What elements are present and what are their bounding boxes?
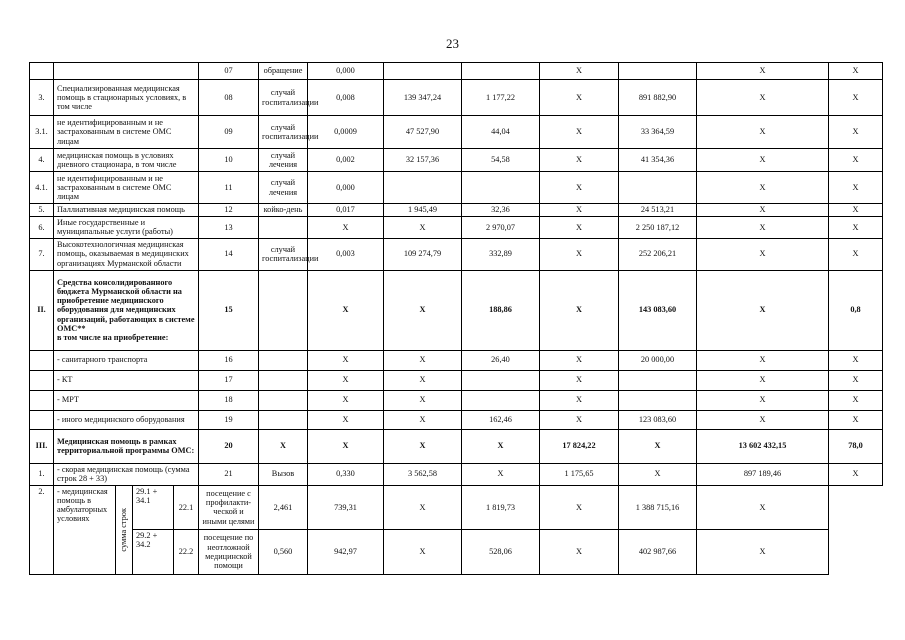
cell-share: X [829,80,883,116]
cell-share: 0,8 [829,270,883,350]
row-name: Специализированная медицинская помощь в стационарных условиях, в том числе [54,80,199,116]
cell-per-capita-budget [462,63,540,80]
cell-norm: X [384,217,462,239]
cell-per-capita-oms: X [540,238,619,270]
cell-total-oms: 402 987,66 [619,530,697,575]
table-row [30,63,883,80]
cell-norm: 3 562,58 [384,463,462,485]
cell-per-capita-budget: X [462,429,540,463]
cell-per-capita-oms: X [540,217,619,239]
row-code: 12 [199,204,259,217]
cell-volume: 2,461 [259,485,308,530]
financing-table [29,62,883,575]
table-row [30,410,883,429]
cell-norm: X [384,350,462,370]
cell-total-budget: X [619,463,697,485]
cell-per-capita-oms: 17 824,22 [540,429,619,463]
cell-per-capita-budget: 44,04 [462,116,540,149]
table-row [30,80,883,116]
cell-per-capita-oms: X [540,63,619,80]
cell-per-capita-budget: 162,46 [462,410,540,429]
cell-volume: X [308,270,384,350]
cell-total-budget: X [540,485,619,530]
cell-per-capita-oms: X [540,370,619,390]
cell-per-capita-budget: X [462,463,540,485]
cell-per-capita-budget: 332,89 [462,238,540,270]
cell-per-capita-budget: 32,36 [462,204,540,217]
row-code: 13 [199,217,259,239]
outpatient-name-cell [54,485,174,574]
cell-total-oms: 1 388 715,16 [619,485,697,530]
row-code: 14 [199,238,259,270]
cell-total-oms: X [697,149,829,172]
cell-volume: X [308,390,384,410]
table-row [30,116,883,149]
section-iii-name: Медицинская помощь в рамках территориальной программы ОМС: [54,429,199,463]
table-row [30,390,883,410]
cell-norm: X [384,410,462,429]
row-code: 11 [199,172,259,204]
row-code: 16 [199,350,259,370]
vertical-label: сумма строк [119,507,129,552]
cell-norm: 942,97 [308,530,384,575]
row-number: 5. [30,204,54,217]
cell-volume: 0,0009 [308,116,384,149]
row-number: III. [30,429,54,463]
row-name: - санитарного транспорта [54,350,199,370]
cell-total-oms: X [697,63,829,80]
row-name [54,63,199,80]
row-code: 20 [199,429,259,463]
table-row [30,350,883,370]
cell-per-capita-budget: X [384,530,462,575]
cell-norm: 739,31 [308,485,384,530]
row-unit: посещение с профилакти-ческой и иными целями [199,485,259,530]
cell-total-budget: 24 513,21 [619,204,697,217]
row-name: - скорая медицинская помощь (сумма строк 28 + 33) [54,463,199,485]
cell-norm: 47 527,90 [384,116,462,149]
cell-share: X [697,530,829,575]
cell-volume: 0,000 [308,63,384,80]
section-ii-title: Средства консолидированного бюджета Мурманской области на приобретение медицинского оборудования для медицинских организаций, работающих в системе ОМС** [57,277,195,333]
cell-total-budget [619,172,697,204]
cell-total-budget [619,370,697,390]
row-number: 6. [30,217,54,239]
cell-total-oms: X [697,217,829,239]
cell-total-budget: 20 000,00 [619,350,697,370]
cell-share: 78,0 [829,429,883,463]
cell-total-oms: 13 602 432,15 [697,429,829,463]
cell-per-capita-budget: 54,58 [462,149,540,172]
row-code: 10 [199,149,259,172]
cell-per-capita-oms: X [540,116,619,149]
cell-per-capita-budget [462,172,540,204]
cell-total-budget: 33 364,59 [619,116,697,149]
cell-norm: X [384,270,462,350]
cell-per-capita-budget: 1 177,22 [462,80,540,116]
cell-norm: 139 347,24 [384,80,462,116]
table-row [30,370,883,390]
row-name: медицинская помощь в условиях дневного стационара, в том числе [54,149,199,172]
row-unit: случай госпитализации [259,80,308,116]
financing-table-wrapper [29,62,882,575]
section-ii-name [54,270,199,350]
cell-total-oms: X [697,390,829,410]
cell-volume: 0,330 [308,463,384,485]
row-code: 22.1 [174,485,199,530]
cell-total-budget: 41 354,36 [619,149,697,172]
row-unit [259,390,308,410]
row-number [30,350,54,370]
cell-share: X [829,463,883,485]
cell-norm: X [384,390,462,410]
cell-per-capita-budget: X [384,485,462,530]
row-code: 15 [199,270,259,350]
row-unit [259,370,308,390]
cell-total-budget [619,390,697,410]
row-code: 19 [199,410,259,429]
cell-per-capita-oms: X [540,350,619,370]
row-number: 2. [30,485,54,574]
cell-total-oms: X [697,370,829,390]
cell-volume: X [308,217,384,239]
cell-total-budget: 891 882,90 [619,80,697,116]
section-ii-subtitle: в том числе на приобретение: [57,333,169,343]
cell-per-capita-oms: X [540,204,619,217]
table-row [30,217,883,239]
cell-total-oms: X [697,410,829,429]
cell-share: X [829,370,883,390]
row-code: 18 [199,390,259,410]
row-unit: X [259,429,308,463]
cell-per-capita-budget [462,370,540,390]
cell-share: X [829,149,883,172]
cell-total-oms: X [697,270,829,350]
cell-per-capita-budget: 188,86 [462,270,540,350]
row-unit: случай лечения [259,149,308,172]
cell-share: X [829,390,883,410]
cell-per-capita-oms: 528,06 [462,530,540,575]
page-number: 23 [446,36,459,51]
ref-sum: 29.2 + 34.2 [136,530,158,549]
section-iii-row [30,429,883,463]
cell-per-capita-oms: X [540,410,619,429]
section-ii-row [30,270,883,350]
row-code: 09 [199,116,259,149]
row-code: 22.2 [174,530,199,575]
cell-per-capita-budget: 2 970,07 [462,217,540,239]
cell-per-capita-oms: X [540,270,619,350]
cell-volume: X [308,410,384,429]
row-unit: койко-день [259,204,308,217]
row-number: II. [30,270,54,350]
row-code: 21 [199,463,259,485]
cell-total-budget [619,63,697,80]
cell-total-budget: X [619,429,697,463]
cell-total-budget: 143 083,60 [619,270,697,350]
row-number: 7. [30,238,54,270]
cell-per-capita-oms: X [540,172,619,204]
cell-norm: X [384,429,462,463]
row-number: 4.1. [30,172,54,204]
cell-volume: 0,003 [308,238,384,270]
cell-share: X [829,116,883,149]
cell-volume: 0,017 [308,204,384,217]
table-row [30,485,883,530]
cell-per-capita-oms: X [540,80,619,116]
row-unit: обращение [259,63,308,80]
row-unit: случай госпитализации [259,238,308,270]
row-number: 1. [30,463,54,485]
cell-total-budget: X [540,530,619,575]
cell-share: X [829,217,883,239]
cell-per-capita-oms: X [540,149,619,172]
cell-total-oms: 897 189,46 [697,463,829,485]
row-number: 3.1. [30,116,54,149]
row-unit: случай лечения [259,172,308,204]
row-name: не идентифицированным и не застрахованным в системе ОМС лицам [54,172,199,204]
cell-share: X [829,172,883,204]
row-code: 08 [199,80,259,116]
cell-volume: X [308,429,384,463]
row-name: - медицинская помощь в амбулаторных условиях [57,486,108,524]
cell-volume: X [308,350,384,370]
cell-norm: 109 274,79 [384,238,462,270]
cell-total-budget: 123 083,60 [619,410,697,429]
row-name: - иного медицинского оборудования [54,410,199,429]
cell-norm [384,63,462,80]
cell-total-oms: X [697,204,829,217]
cell-total-oms: X [697,238,829,270]
cell-norm: 32 157,36 [384,149,462,172]
ref-sum: 29.1 + 34.1 [133,486,173,530]
cell-total-budget: 252 206,21 [619,238,697,270]
row-number [30,390,54,410]
table-row [30,172,883,204]
row-unit: случай госпитализации [259,116,308,149]
cell-total-budget: 2 250 187,12 [619,217,697,239]
table-row [30,463,883,485]
cell-total-oms: X [697,116,829,149]
row-number [30,370,54,390]
row-name: не идентифицированным и не застрахованным в системе ОМС лицам [54,116,199,149]
row-number: 4. [30,149,54,172]
cell-volume: 0,008 [308,80,384,116]
cell-norm: X [384,370,462,390]
cell-volume: 0,560 [259,530,308,575]
cell-volume: 0,000 [308,172,384,204]
table-row [30,204,883,217]
cell-share: X [697,485,829,530]
ref-column [132,486,173,574]
cell-share: X [829,63,883,80]
row-name: Высокотехнологичная медицинская помощь, оказываемая в медицинских организациях Мурманской области [54,238,199,270]
row-number: 3. [30,80,54,116]
row-name: Паллиативная медицинская помощь [54,204,199,217]
row-unit [259,217,308,239]
cell-total-oms: X [697,172,829,204]
cell-per-capita-oms: 1 819,73 [462,485,540,530]
table-row [30,149,883,172]
cell-norm: 1 945,49 [384,204,462,217]
cell-per-capita-oms: 1 175,65 [540,463,619,485]
row-code: 17 [199,370,259,390]
row-name: Иные государственные и муниципальные услуги (работы) [54,217,199,239]
row-name: - МРТ [54,390,199,410]
row-unit [259,350,308,370]
cell-share: X [829,204,883,217]
row-unit [259,270,308,350]
cell-per-capita-oms: X [540,390,619,410]
cell-volume: X [308,370,384,390]
cell-norm [384,172,462,204]
row-number [30,410,54,429]
cell-total-oms: X [697,80,829,116]
cell-per-capita-budget [462,390,540,410]
cell-per-capita-budget: 26,40 [462,350,540,370]
row-code: 07 [199,63,259,80]
vertical-label-cell [115,486,132,574]
cell-volume: 0,002 [308,149,384,172]
row-unit: посещение по неотложной медицинской помощи [199,530,259,575]
cell-share: X [829,410,883,429]
cell-share: X [829,238,883,270]
cell-share: X [829,350,883,370]
row-number [30,63,54,80]
cell-total-oms: X [697,350,829,370]
table-row [30,238,883,270]
row-unit [259,410,308,429]
row-unit: Вызов [259,463,308,485]
row-name: - КТ [54,370,199,390]
